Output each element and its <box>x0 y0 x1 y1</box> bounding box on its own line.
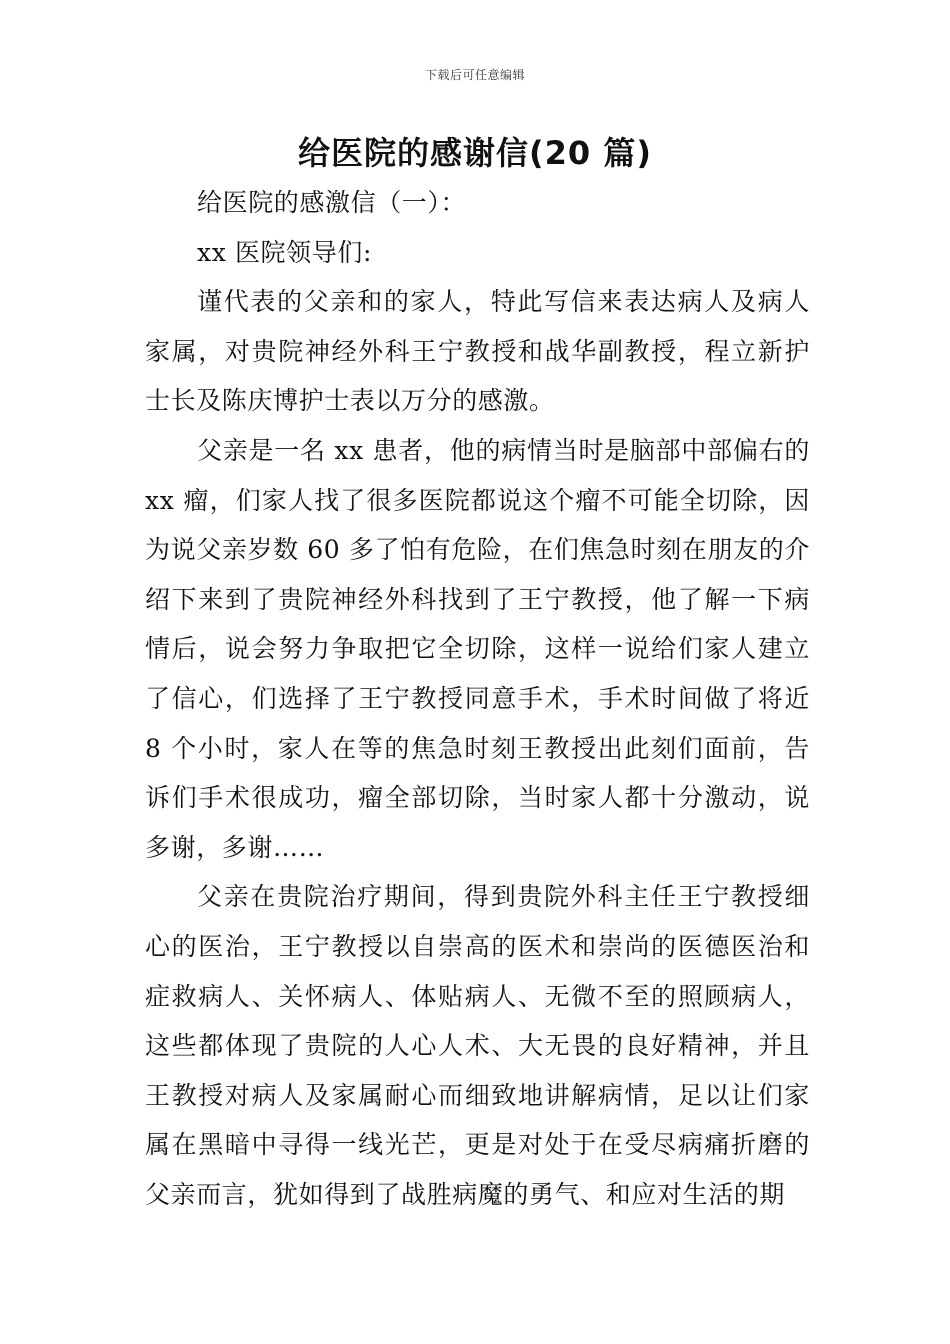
document-body <box>145 178 810 1219</box>
paragraph: 父亲是一名 xx 患者，他的病情当时是脑部中部偏右的 xx 瘤，们家人找了很多医院都说这个瘤不可能全切除，因为说父亲岁数 60 多了怕有危险，在们焦急时刻在朋友的介绍下来到了贵院神经外科找到了王宁教授，他了解一下病情后，说会努力争取把它全切除，这样一说给们家人建立了信心，们选择了王宁教授同意手术，手术时间做了将近 8 个小时，家人在等的焦急时刻王教授出此刻们面前，告诉们手术很成功，瘤全部切除，当时家人都十分激动，说多谢，多谢…… <box>145 435 810 862</box>
paragraph: 父亲在贵院治疗期间，得到贵院外科主任王宁教授细心的医治，王宁教授以自崇高的医术和崇尚的医德医治和症救病人、关怀病人、体贴病人、无微不至的照顾病人，这些都体现了贵院的人心人术、大无畏的良好精神，并且王教授对病人及家属耐心而细致地讲解病情，足以让们家属在黑暗中寻得一线光芒，更是对处于在受尽病痛折磨的父亲而言，犹如得到了战胜病魔的勇气、和应对生活的期 <box>145 882 810 1209</box>
paragraph: 谨代表的父亲和的家人，特此写信来表达病人及病人家属，对贵院神经外科王宁教授和战华副教授，程立新护士长及陈庆博护士表以万分的感激。 <box>145 287 810 416</box>
letter-salutation: xx 医院领导们: <box>197 237 372 267</box>
letter-subtitle: 给医院的感激信（一）： <box>197 188 467 217</box>
document-title: 给医院的感谢信(20 篇) <box>298 134 652 172</box>
header-note: 下载后可任意编辑 <box>424 68 525 82</box>
